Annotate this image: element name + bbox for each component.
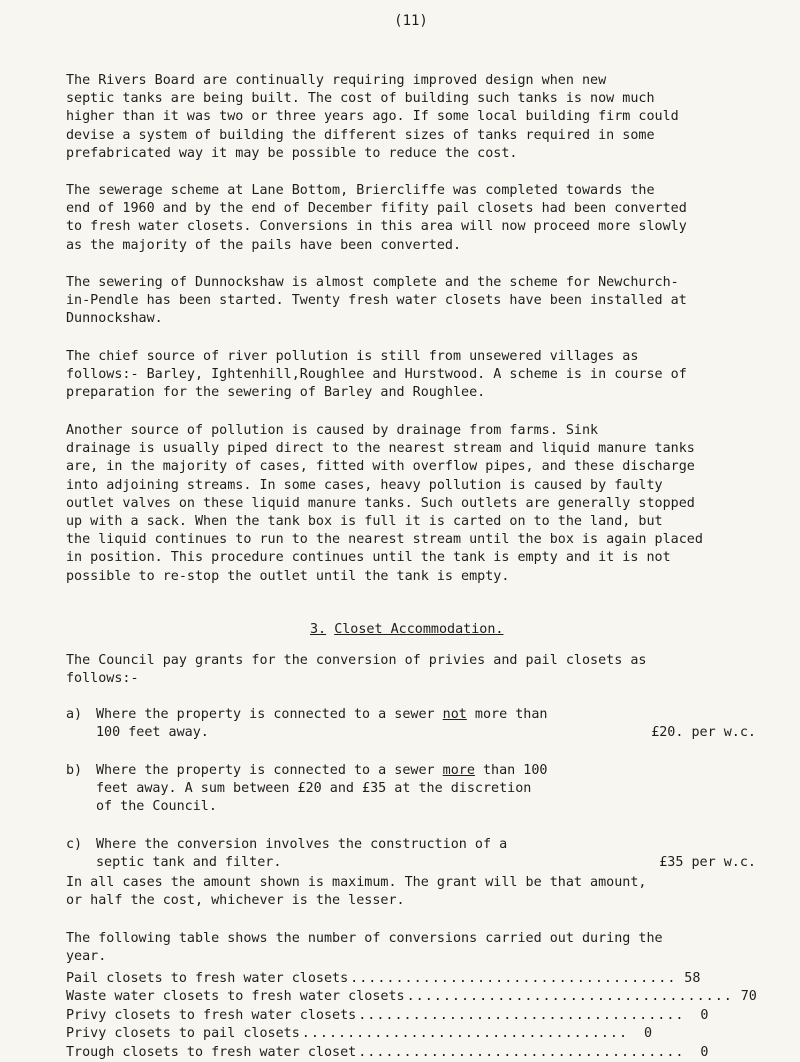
text-line: possible to re-stop the outlet until the tank is empty.: [66, 568, 510, 584]
grant-line: Where the property is connected to a sewer more than 100: [96, 763, 548, 778]
text-line: drainage is usually piped direct to the nearest stream and liquid manure tanks: [66, 441, 695, 457]
row-value: 70: [740, 989, 757, 1005]
dot-leader: ....................................: [350, 971, 677, 986]
text-line: follows:- Barley, Ightenhill,Roughlee and Hurstwood. A scheme is in course of: [66, 367, 687, 383]
text-line: up with a sack. When the tank box is full it is carted on to the land, but: [66, 514, 663, 530]
text-line: Another source of pollution is caused by drainage from farms. Sink: [66, 423, 599, 438]
text-line: The Council pay grants for the conversion of privies and pail closets as: [66, 653, 647, 668]
dot-leader: ....................................: [358, 1044, 685, 1060]
table-row: [66, 1044, 709, 1062]
section-title: Closet Accommodation.: [334, 622, 504, 637]
text-line: The following table shows the number of conversions carried out during the: [66, 931, 663, 946]
text-line: are, in the majority of cases, fitted with overflow pipes, and these discharge: [66, 459, 695, 475]
text-line: The chief source of river pollution is still from unsewered villages as: [66, 349, 639, 364]
text-line: year.: [66, 949, 107, 965]
grant-amount: £35 per w.c.: [659, 855, 756, 871]
text-line: devise a system of building the different sizes of tanks required in some: [66, 127, 655, 143]
text-line: follows:-: [66, 671, 139, 687]
text-line: The Rivers Board are continually requiring improved design when new: [66, 73, 607, 88]
table-row: [66, 970, 701, 988]
text-line: to fresh water closets. Conversions in this area will now proceed more slowly: [66, 219, 687, 235]
conversions-table: [66, 970, 757, 1062]
text-line: or half the cost, whichever is the lesser.: [66, 893, 405, 909]
row-value: 0: [700, 1044, 709, 1060]
text-line: into adjoining streams. In some cases, heavy pollution is caused by faulty: [66, 477, 663, 493]
text-line: Dunnockshaw.: [66, 311, 163, 327]
grant-line: Where the property is connected to a sewer not more than: [96, 707, 548, 722]
text-line: In all cases the amount shown is maximum. The grant will be that amount,: [66, 875, 647, 890]
text-line: prefabricated way it may be possible to reduce the cost.: [66, 145, 518, 161]
text-line: in-Pendle has been started. Twenty fresh water closets have been installed at: [66, 293, 687, 309]
grant-label: c): [66, 837, 83, 852]
text-line: outlet valves on these liquid manure tanks. Such outlets are generally stopped: [66, 495, 695, 511]
text-line: as the majority of the pails have been converted.: [66, 237, 462, 253]
row-label: Trough closets to fresh water closet: [66, 1044, 357, 1060]
text-line: the liquid continues to run to the nearest stream until the box is again placed: [66, 532, 703, 548]
paragraph-lane-bottom: [66, 182, 756, 255]
table-row: [66, 1025, 653, 1043]
paragraph-farm-drainage: [66, 422, 756, 586]
text-line: higher than it was two or three years ago. If some local building firm could: [66, 109, 679, 125]
table-row: [66, 1007, 709, 1025]
row-label: Pail closets to fresh water closets: [66, 971, 349, 986]
grant-amount: £20. per w.c.: [651, 725, 756, 741]
text-line: The sewering of Dunnockshaw is almost complete and the scheme for Newchurch-: [66, 275, 679, 290]
row-value: 0: [643, 1026, 653, 1042]
paragraph-table-intro: [66, 930, 756, 966]
grant-line: septic tank and filter.: [96, 855, 282, 871]
dot-leader: ....................................: [406, 989, 733, 1005]
paragraph-grants-intro: [66, 652, 756, 688]
table-row: [66, 988, 757, 1006]
paragraph-septic-tanks: [66, 72, 756, 163]
text-line: in position. This procedure continues until the tank is empty and it is not: [66, 550, 671, 566]
paragraph-river-pollution: [66, 348, 756, 403]
text-line: The sewerage scheme at Lane Bottom, Briercliffe was completed towards the: [66, 183, 655, 198]
grant-line: of the Council.: [96, 799, 217, 815]
dot-leader: ....................................: [358, 1007, 685, 1023]
row-label: Privy closets to fresh water closets: [66, 1007, 357, 1023]
page-number: (11): [394, 13, 428, 29]
dot-leader: ....................................: [301, 1026, 629, 1042]
text-line: preparation for the sewering of Barley and Roughlee.: [66, 385, 486, 401]
row-value: 58: [684, 971, 701, 986]
grant-line: 100 feet away.: [96, 725, 209, 741]
text-line: septic tanks are being built. The cost of building such tanks is now much: [66, 91, 655, 107]
paragraph-closing: [66, 874, 756, 910]
text-line: end of 1960 and by the end of December fifity pail closets had been converted: [66, 201, 687, 217]
grant-label: a): [66, 707, 83, 722]
row-value: 0: [700, 1007, 709, 1023]
grant-line: Where the conversion involves the construction of a: [96, 837, 508, 852]
row-label: Privy closets to pail closets: [66, 1026, 300, 1042]
section-number: 3.: [310, 622, 327, 637]
grant-label: b): [66, 763, 83, 778]
grant-line: feet away. A sum between £20 and £35 at the discretion: [96, 781, 532, 797]
row-label: Waste water closets to fresh water closets: [66, 989, 405, 1005]
paragraph-dunnockshaw: [66, 274, 756, 329]
section-heading: [310, 621, 504, 639]
